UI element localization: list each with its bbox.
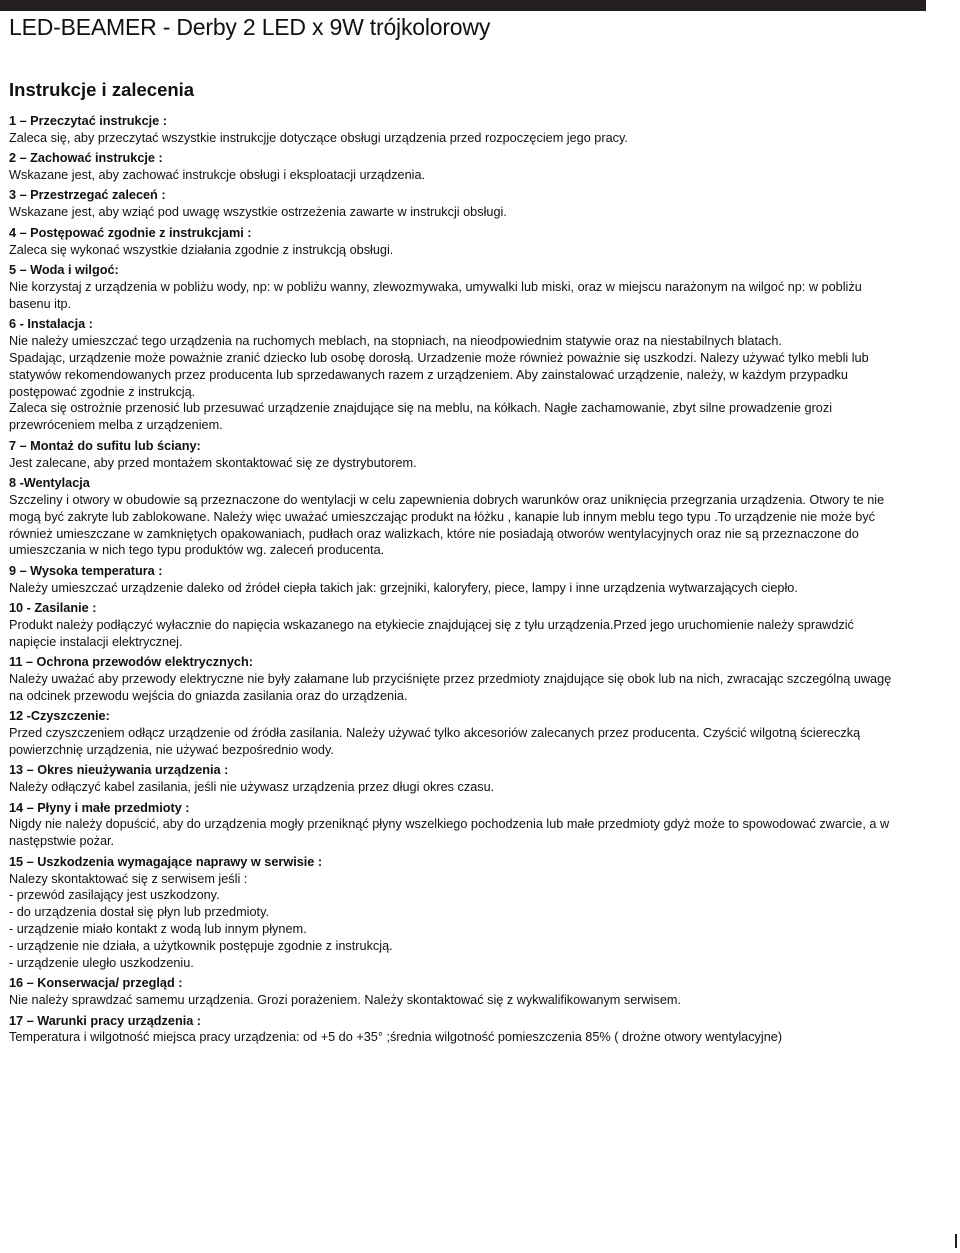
instruction-body — [9, 333, 899, 434]
instruction-item — [9, 800, 899, 851]
instruction-item — [9, 225, 899, 259]
instruction-body — [9, 580, 899, 597]
instruction-body — [9, 871, 899, 972]
instruction-heading: 17 – Warunki pracy urządzenia : — [9, 1013, 202, 1028]
instruction-text: Spadając, urządzenie może poważnie zranić dziecko lub osobę dorosłą. Urzadzenie może również poważnie się uszkodzi. Nalezy używać tylko mebli lub statywów rekomendowanych przez producenta lub sprzedawanych razem z urządzeniem. Aby zainstalować urządzenie, należy, w każdym przypadku postępować zgodnie z instrukcją. — [9, 350, 869, 399]
instruction-text: - urządzenie uległo uszkodzeniu. — [9, 956, 194, 971]
page-edge-mark — [955, 1234, 957, 1248]
document-title: LED-BEAMER - Derby 2 LED x 9W trójkolorowy — [9, 14, 491, 40]
instruction-heading: 10 - Zasilanie : — [9, 600, 97, 615]
instruction-heading: 1 – Przeczytać instrukcje : — [9, 114, 167, 128]
instruction-item — [9, 854, 899, 972]
instruction-heading: 13 – Okres nieużywania urządzenia : — [9, 763, 229, 778]
instruction-text: Nie należy umieszczać tego urządzenia na ruchomych meblach, na stopniach, na nieodpowiednim statywie oraz na niestabilnych blatach. — [9, 333, 782, 348]
instruction-heading: 7 – Montaż do sufitu lub ściany: — [9, 438, 201, 453]
instruction-body — [9, 992, 899, 1009]
instruction-item — [9, 475, 899, 560]
instruction-heading: 5 – Woda i wilgoć: — [9, 262, 119, 277]
instruction-text: Należy odłączyć kabel zasilania, jeśli nie używasz urządzenia przez długi okres czasu. — [9, 780, 495, 795]
instruction-body — [9, 1029, 899, 1046]
header-bar — [0, 0, 926, 11]
instruction-text: Szczeliny i otwory w obudowie są przeznaczone do wentylacji w celu zapewnienia dobrych warunków oraz uniknięcia przegrzania urządzenia. Otwory te nie mogą być zakryte lub zablokowane. Należy więc uważać umieszczając produkt na łóżku , kanapie lub innym meblu tego typu .To urządzenie nie może być również umieszczane w zamkniętych opakowaniach, pudłach oraz walizkach, które nie posiadają otworów wentylacyjnych oraz nie są przeznaczone do umieszczania w nich tego typu produktów wg. zaleceń producenta. — [9, 492, 885, 558]
instruction-text: Wskazane jest, aby wziąć pod uwagę wszystkie ostrzeżenia zawarte w instrukcji obsługi. — [9, 205, 507, 220]
instruction-item — [9, 150, 899, 184]
instruction-text: Przed czyszczeniem odłącz urządzenie od źródła zasilania. Należy używać tylko akcesoriów zalecanych przez producenta. Czyścić wilgotną ściereczką powierzchnię urządzenia, nie używać bezpośrednio wody. — [9, 726, 861, 758]
instruction-text: Zaleca się wykonać wszystkie działania zgodnie z instrukcją obsługi. — [9, 242, 394, 257]
instruction-item — [9, 708, 899, 759]
instruction-body — [9, 816, 899, 850]
instruction-text: Należy uważać aby przewody elektryczne nie były załamane lub przyciśnięte przez przedmioty znajdujące się obok lub na nich, zwracając szczególną uwagę na odcinek przewodu wejścia do gniazda zasilania oraz do urządzenia. — [9, 672, 892, 703]
instruction-text: Należy umieszczać urządzenie daleko od źródeł ciepła takich jak: grzejniki, kaloryfery, piece, lampy i inne urządzenia wytwarzających ciepło. — [9, 580, 798, 595]
section-heading: Instrukcje i zalecenia — [9, 79, 195, 100]
instruction-heading: 16 – Konserwacja/ przegląd : — [9, 976, 183, 991]
instruction-heading: 11 – Ochrona przewodów elektrycznych: — [9, 655, 253, 670]
instructions-list — [9, 113, 899, 1050]
instruction-body — [9, 204, 899, 221]
instruction-text: - przewód zasilający jest uszkodzony. — [9, 888, 220, 903]
instruction-text: Nigdy nie należy dopuścić, aby do urządzenia mogły przeniknąć płyny wszelkiego pochodzenia lub małe przedmioty gdyż może to spowodować zwarcie, a w następstwie pożar. — [9, 817, 890, 849]
instruction-text: - urządzenie nie działa, a użytkownik postępuje zgodnie z instrukcją. — [9, 939, 393, 954]
instruction-body — [9, 279, 899, 313]
instruction-item — [9, 975, 899, 1009]
instruction-body — [9, 725, 899, 759]
instruction-item — [9, 187, 899, 221]
instruction-heading: 14 – Płyny i małe przedmioty : — [9, 800, 190, 815]
instruction-heading: 9 – Wysoka temperatura : — [9, 563, 163, 578]
instruction-heading: 15 – Uszkodzenia wymagające naprawy w serwisie : — [9, 854, 323, 869]
instruction-body — [9, 455, 899, 472]
instruction-text: Zaleca się ostrożnie przenosić lub przesuwać urządzenie znajdujące się na meblu, na kółkach. Nagłe zachamowanie, zbyt silne prowadzenie grozi przewróceniem melba z urządzeniem. — [9, 401, 833, 433]
instruction-heading: 3 – Przestrzegać zaleceń : — [9, 188, 166, 203]
instruction-heading: 12 -Czyszczenie: — [9, 709, 110, 724]
instruction-item — [9, 262, 899, 313]
instruction-text: Nalezy skontaktować się z serwisem jeśli : — [9, 871, 248, 886]
instruction-text: Zaleca się, aby przeczytać wszystkie instrukcjje dotyczące obsługi urządzenia przed rozpoczęciem jego pracy. — [9, 130, 628, 145]
instruction-text: Nie korzystaj z urządzenia w pobliżu wody, np: w pobliżu wanny, zlewozmywaka, umywalki lub miski, oraz w miejscu narażonym na wilgoć np: w pobliżu basenu itp. — [9, 279, 862, 311]
instruction-heading: 6 - Instalacja : — [9, 316, 93, 331]
instruction-heading: 8 -Wentylacja — [9, 475, 90, 490]
instruction-text: Produkt należy podłączyć wyłacznie do napięcia wskazanego na etykiecie znajdującej się z tyłu urządzenia.Przed jego uruchomienie należy sprawdzić napięcie instalacji elektrycznej. — [9, 617, 854, 649]
instruction-heading: 2 – Zachować instrukcje : — [9, 151, 163, 166]
instruction-body — [9, 130, 899, 147]
instruction-body — [9, 492, 899, 560]
instruction-text: Jest zalecane, aby przed montażem skontaktować się ze dystrybutorem. — [9, 455, 417, 470]
instruction-item — [9, 563, 899, 597]
instruction-item — [9, 113, 899, 147]
instruction-body — [9, 242, 899, 259]
instruction-item — [9, 654, 899, 705]
instruction-body — [9, 671, 899, 705]
instruction-body — [9, 779, 899, 796]
instruction-body — [9, 167, 899, 184]
instruction-item — [9, 1013, 899, 1047]
instruction-body — [9, 617, 899, 651]
instruction-text: - urządzenie miało kontakt z wodą lub innym płynem. — [9, 922, 307, 937]
instruction-text: - do urządzenia dostał się płyn lub przedmioty. — [9, 905, 269, 920]
instruction-item — [9, 438, 899, 472]
instruction-item — [9, 316, 899, 434]
instruction-item — [9, 600, 899, 651]
instruction-text: Wskazane jest, aby zachować instrukcje obsługi i eksploatacji urządzenia. — [9, 168, 426, 183]
instruction-text: Temperatura i wilgotność miejsca pracy urządzenia: od +5 do +35° ;średnia wilgotność pomieszczenia 85% ( drożne otwory wentylacyjne) — [9, 1030, 783, 1045]
instruction-text: Nie należy sprawdzać samemu urządzenia. Grozi porażeniem. Należy skontaktować się z wykwalifikowanym serwisem. — [9, 993, 681, 1008]
instruction-item — [9, 762, 899, 796]
instruction-heading: 4 – Postępować zgodnie z instrukcjami : — [9, 225, 252, 240]
